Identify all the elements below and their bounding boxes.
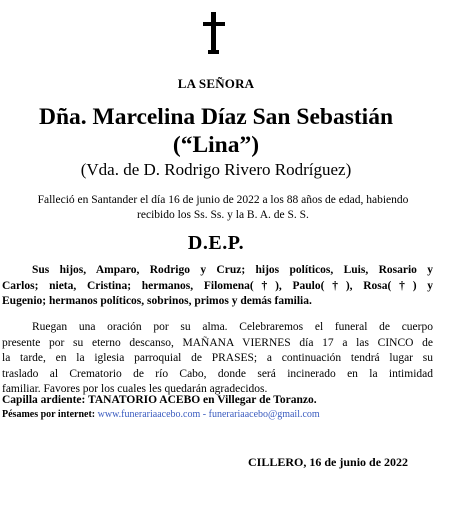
- chapel-info: Capilla ardiente: TANATORIO ACEBO en Villegar de Toranzo.: [2, 394, 317, 406]
- prayer-paragraph: [2, 320, 433, 398]
- deceased-name: Dña. Marcelina Díaz San Sebastián: [38, 104, 394, 130]
- dep-heading: D.E.P.: [187, 232, 245, 254]
- cross-icon: [203, 12, 225, 54]
- widow-of-line: (Vda. de D. Rodrigo Rivero Rodríguez): [80, 160, 352, 179]
- deceased-nickname: (“Lina”): [172, 132, 260, 158]
- prayer-line: familiar. Favores por los cuales les quedarán agradecidos.: [2, 383, 268, 396]
- condolences-line: [2, 409, 320, 420]
- death-notice-line: recibido los Ss. Ss. y la B. A. de S. S.: [137, 209, 309, 221]
- prayer-line: presente por su eterno descanso, MAÑANA VIERNES día 17 a las CINCO de: [2, 336, 433, 349]
- prayer-line: la tarde, en la iglesia parroquial de PRASES; a continuación tendrá lugar su: [2, 352, 433, 365]
- death-notice-line: Falleció en Santander el día 16 de junio de 2022 a los 88 años de edad, habiendo: [37, 194, 409, 206]
- family-line: Eugenio; hermanos políticos, sobrinos, primos y demás familia.: [2, 295, 312, 308]
- website-link[interactable]: www.funerariaacebo.com: [97, 409, 201, 420]
- title-prefix: LA SEÑORA: [177, 76, 255, 91]
- family-line: Carlos; nieta, Cristina; hermanos, Filomena(†), Paulo(†), Rosa(†) y: [2, 279, 433, 292]
- prayer-line: Ruegan una oración por su alma. Celebraremos el funeral de cuerpo: [32, 321, 433, 333]
- family-paragraph: [2, 263, 433, 310]
- family-line: Sus hijos, Amparo, Rodrigo y Cruz; hijos políticos, Luis, Rosario y: [32, 264, 433, 276]
- death-notice: [0, 193, 446, 223]
- condolences-label: Pésames por internet:: [2, 409, 96, 420]
- prayer-line: traslado al Crematorio de río Cabo, donde será incinerado en la intimidad: [2, 367, 433, 380]
- place-date: CILLERO, 16 de junio de 2022: [248, 455, 409, 469]
- link-separator: -: [200, 409, 209, 420]
- email-link[interactable]: funerariaacebo@gmail.com: [208, 409, 320, 420]
